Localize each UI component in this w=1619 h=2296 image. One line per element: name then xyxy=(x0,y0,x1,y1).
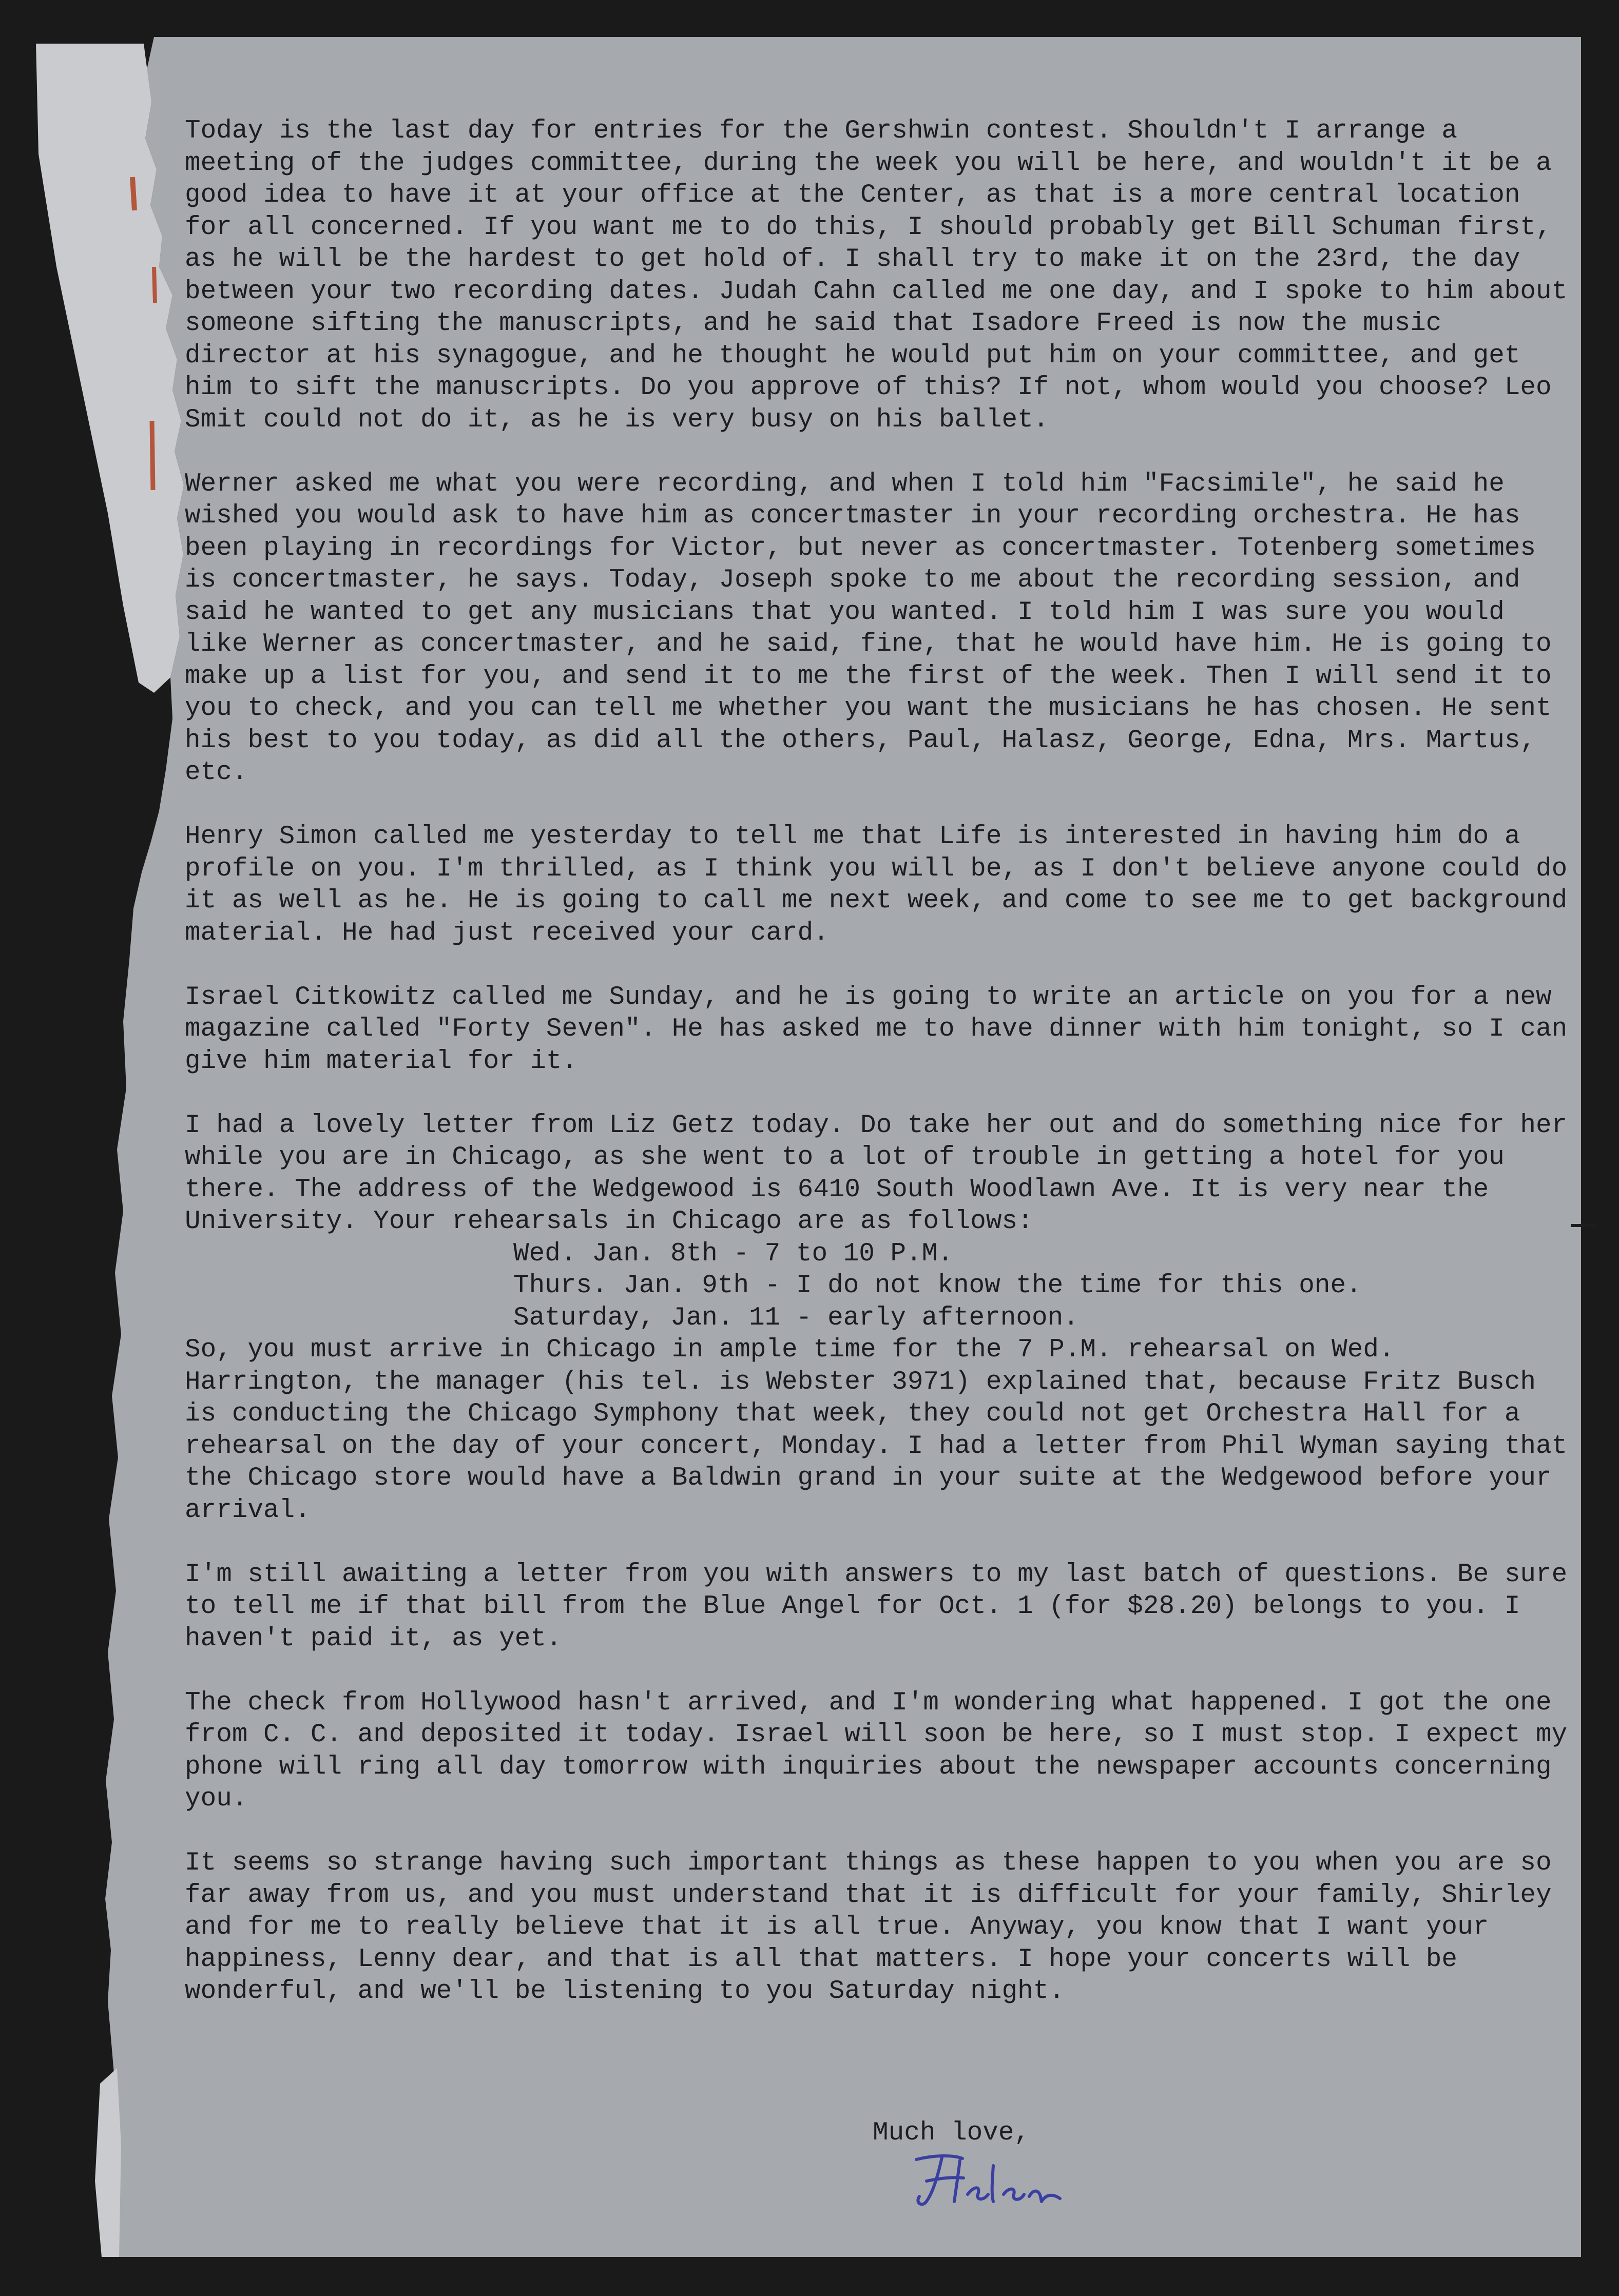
paragraph-henry-simon: Henry Simon called me yesterday to tell me that Life is interested in having him do a profile on you. I'm thrilled, as I think you will be, as I don't believe anyone could do it as well as he. He is going to call me next week, and come to see me to get background material. He had just received your card. xyxy=(185,822,1583,948)
schedule-line: Thurs. Jan. 9th - I do not know the time for this one. xyxy=(513,1271,1362,1300)
signature-stroke xyxy=(916,2156,1060,2204)
paragraph-gershwin-contest: Today is the last day for entries for the Gershwin contest. Shouldn't I arrange a meeting of the judges committee, during the week you will be here, and wouldn't it be a good idea to have it at your office at the Center, as that is a more central location for all concerned. If you want me to do this, I should probably get Bill Schuman first, as he will be the hardest to get hold of. I shall try to make it on the 23rd, the day between your two recording dates. Judah Cahn called me one day, and I spoke to him about someone sifting the manuscripts, and he said that Isadore Freed is now the music director at his synagogue, and he thought he would put him on your committee, and get him to sift the manuscripts. Do you approve of this? If not, whom would you choose? Leo Smit could not do it, as he is very busy on his ballet. xyxy=(185,116,1583,435)
letter-body xyxy=(185,115,1581,2040)
rehearsal-schedule xyxy=(185,1238,1581,1335)
paragraph-werner-concertmaster: Werner asked me what you were recording, and when I told him "Facsimile", he said he wished you would ask to have him as concertmaster in your recording orchestra. He has been playing in recordings for Victor, but never as concertmaster. Totenberg sometimes is concertmaster, he says. Today, Joseph spoke to me about the recording session, and said he wanted to get any musicians that you wanted. I told him I was sure you would like Werner as concertmaster, and he said, fine, that he would have him. He is going to make up a list for you, and send it to me the first of the week. Then I will send it to you to check, and you can tell me whether you want the musicians he has chosen. He sent his best to you today, as did all the others, Paul, Halasz, George, Edna, Mrs. Martus, etc. xyxy=(185,469,1568,787)
torn-strip-lower xyxy=(95,2068,121,2257)
paragraph-israel-citkowitz: Israel Citkowitz called me Sunday, and he is going to write an article on you for a new magazine called "Forty Seven". He has asked me to have dinner with him tonight, so I can give him material for it. xyxy=(185,982,1583,1076)
closing-salutation: Much love, xyxy=(873,2118,1030,2148)
handwritten-signature xyxy=(906,2145,1075,2212)
paragraph-awaiting-letter: I'm still awaiting a letter from you with answers to my last batch of questions. Be sure to tell me if that bill from the Blue Angel for Oct. 1 (for $28.20) belongs to you. I haven't paid it, as yet. xyxy=(185,1560,1583,1653)
paragraph-hollywood-check: The check from Hollywood hasn't arrived, and I'm wondering what happened. I got the one from C. C. and deposited it today. Israel will soon be here, so I must stop. I expect my phone will ring all day tomorrow with inquiries about the newspaper accounts concerning you. xyxy=(185,1688,1583,1814)
paragraph-chicago-arrival: So, you must arrive in Chicago in ample time for the 7 P.M. rehearsal on Wed. Harrington, the manager (his tel. is Webster 3971) explained that, because Fritz Busch is conducting the Chicago Symphony that week, they could not get Orchestra Hall for a rehearsal on the day of your concert, Monday. I had a letter from Phil Wyman saying that the Chicago store would have a Baldwin grand in your suite at the Wedgewood before your arrival. xyxy=(185,1335,1583,1525)
schedule-line: Wed. Jan. 8th - 7 to 10 P.M. xyxy=(513,1239,953,1269)
paragraph-closing-thoughts: It seems so strange having such important things as these happen to you when you are so far away from us, and you must understand that it is difficult for your family, Shirley and for me to really believe that it is all true. Anyway, you know that I want your happiness, Lenny dear, and that is all that matters. I hope your concerts will be wonderful, and we'll be listening to you Saturday night. xyxy=(185,1849,1568,2006)
schedule-line: Saturday, Jan. 11 - early afternoon. xyxy=(513,1303,1079,1333)
margin-mark xyxy=(154,267,155,303)
margin-mark xyxy=(152,421,153,490)
paragraph-liz-getz: I had a lovely letter from Liz Getz today. Do take her out and do something nice for her while you are in Chicago, as she went to a lot of trouble in getting a hotel for you there. The address of the Wedgewood is 6410 South Woodlawn Ave. It is very near the University. Your rehearsals in Chicago are as follows: xyxy=(185,1111,1583,1236)
margin-mark xyxy=(132,177,134,210)
